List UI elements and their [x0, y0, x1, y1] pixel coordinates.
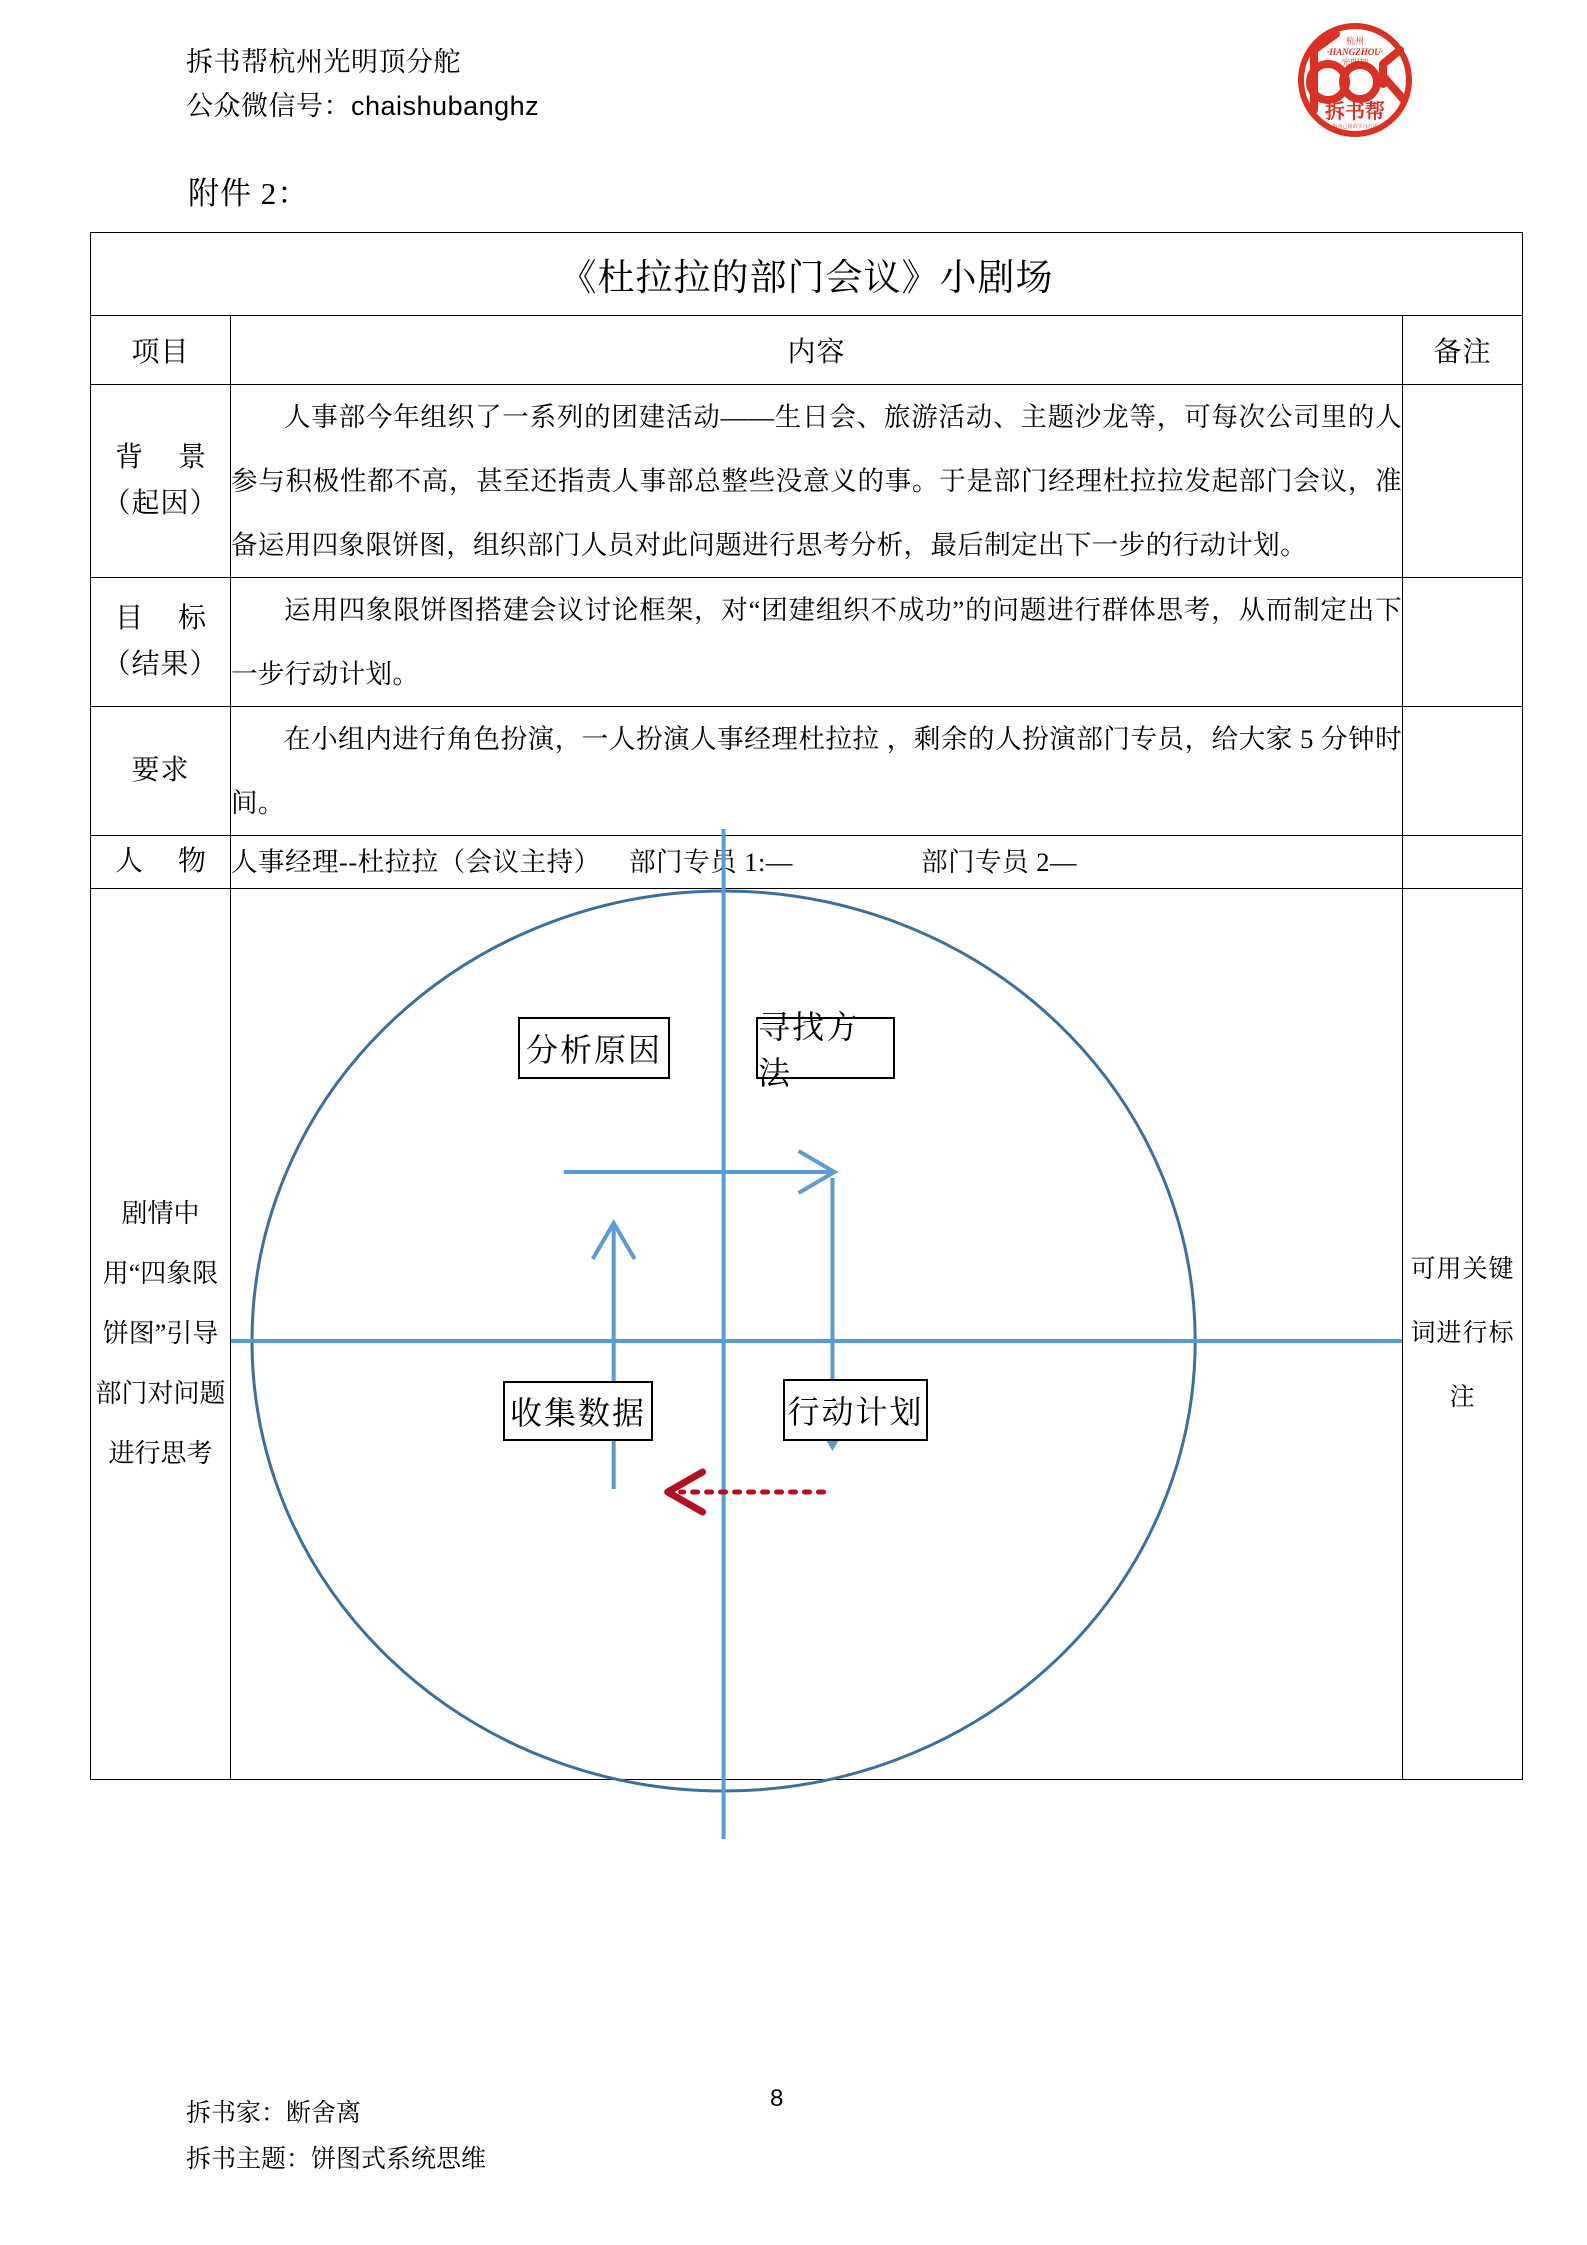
row-label-requirement — [91, 707, 231, 836]
header-wechat-line: 公众微信号：chaishubanghz — [186, 91, 540, 121]
footer-topic: 拆书主题：饼图式系统思维 — [186, 2145, 487, 2173]
chaishubang-logo — [1288, 14, 1423, 149]
feedback-arrow-left — [668, 1472, 824, 1512]
column-header-content: 内容 — [231, 316, 1403, 385]
document-header — [186, 40, 539, 128]
quadrant-box-analyze-cause: 分析原因 — [518, 1017, 670, 1079]
row-label-line1: 目 标 — [114, 603, 220, 634]
logo-city-en: ·HANGZHOU· — [1327, 47, 1383, 57]
column-header-item: 项目 — [91, 316, 231, 385]
row-label-goal — [91, 578, 231, 707]
header-org-line: 拆书帮杭州光明顶分舵 — [186, 47, 461, 77]
row-label-line1: 背 景 — [114, 442, 220, 473]
table-title-row — [91, 233, 1523, 316]
row-note-requirement — [1403, 707, 1523, 836]
outer-circle — [252, 891, 1195, 1791]
row-content-background: 人事部今年组织了一系列的团建活动——生日会、旅游活动、主题沙龙等，可每次公司里的人参与积极性都不高，甚至还指责人事部总整些没意义的事。于是部门经理杜拉拉发起部门会议，准备运用四象限饼图，组织部门人员对此问题进行思考分析，最后制定出下一步的行动计划。 — [231, 385, 1403, 578]
row-label-line2: （起因） — [102, 488, 219, 519]
row-content-requirement: 在小组内进行角色扮演，一人扮演人事经理杜拉拉 ，剩余的人扮演部门专员，给大家 5 分钟时间。 — [231, 707, 1403, 836]
row-content-goal: 运用四象限饼图搭建会议讨论框架，对“团建组织不成功”的问题进行群体思考，从而制定出下一步行动计划。 — [231, 578, 1403, 707]
diagram-graphics — [231, 829, 1402, 1839]
logo-name-cn: 拆书帮 — [1325, 101, 1385, 123]
table-header-row — [91, 316, 1523, 385]
row-note-goal — [1403, 578, 1523, 707]
flow-arrow-up — [593, 1223, 635, 1489]
flow-arrow-right — [564, 1151, 835, 1193]
row-note-background — [1403, 385, 1523, 578]
table-title: 《杜拉拉的部门会议》小剧场 — [91, 233, 1523, 316]
scenario-table — [90, 232, 1523, 1780]
quadrant-pie-diagram — [231, 889, 1402, 1779]
table-row — [91, 707, 1523, 836]
logo-tagline: 拆为己用的学习方法 — [1332, 124, 1378, 130]
row-label-line1: 要求 — [131, 755, 190, 786]
column-header-note: 备注 — [1403, 316, 1523, 385]
row-label-line2: （结果） — [102, 649, 219, 680]
row-label-diagram: 剧情中用“四象限饼图”引导部门对问题进行思考 — [91, 889, 231, 1780]
row-note-characters — [1403, 836, 1523, 889]
attachment-label: 附件 2： — [188, 176, 310, 211]
table-row — [91, 578, 1523, 707]
quadrant-box-action-plan: 行动计划 — [783, 1379, 928, 1441]
row-label-line1: 人 物 — [114, 846, 220, 877]
page-number: 8 — [770, 2085, 784, 2112]
row-label-background — [91, 385, 231, 578]
document-footer — [186, 2090, 486, 2182]
table-row-diagram — [91, 889, 1523, 1780]
quadrant-box-collect-data: 收集数据 — [503, 1381, 653, 1441]
table-row — [91, 385, 1523, 578]
table-row — [91, 836, 1523, 889]
row-content-characters: 人事经理--杜拉拉（会议主持） 部门专员 1:— 部门专员 2— — [231, 836, 1403, 889]
logo-icon — [1288, 14, 1423, 149]
logo-chapter: 光明顶 — [1341, 58, 1369, 68]
quadrant-box-find-method: 寻找方法 — [756, 1017, 895, 1079]
row-label-characters — [91, 836, 231, 889]
footer-presenter: 拆书家：断舍离 — [186, 2099, 362, 2127]
row-note-diagram: 可用关键词进行标注 — [1403, 889, 1523, 1780]
logo-city-cn: 杭州 — [1345, 36, 1365, 46]
quadrant-diagram-cell — [231, 889, 1403, 1780]
